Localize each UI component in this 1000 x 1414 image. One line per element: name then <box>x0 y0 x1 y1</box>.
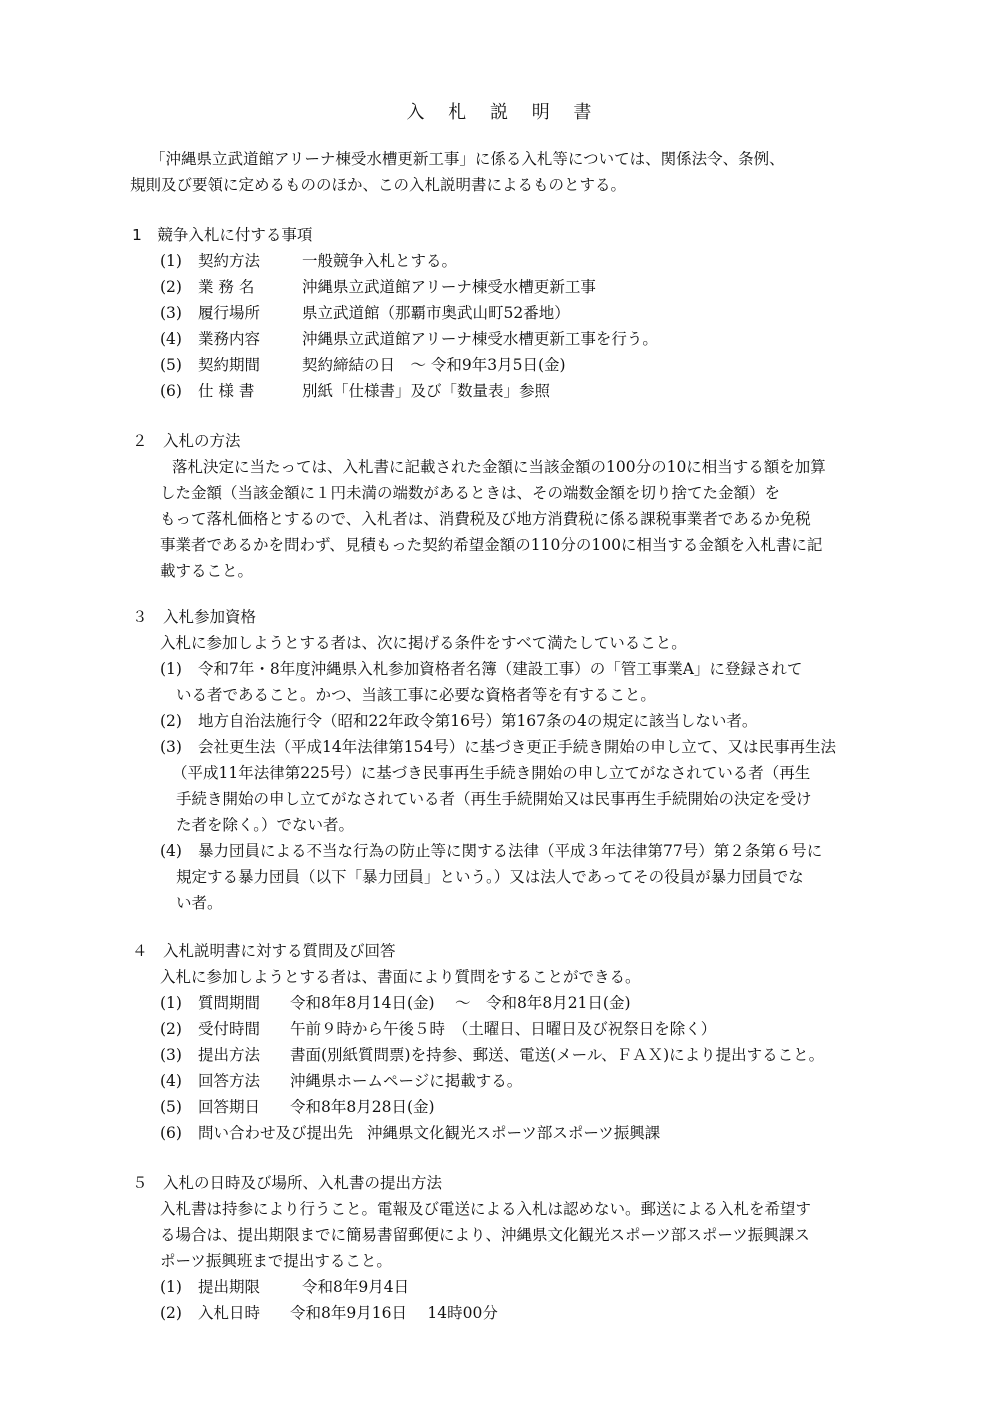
s3-item-3-line-3: 手続き開始の申し立てがなされている者（再生手続開始又は民事再生手続開始の決定を受け <box>176 790 812 808</box>
s1-item-6-num: (6) <box>160 382 182 400</box>
s1-item-6-value: 別紙「仕様書」及び「数量表」参照 <box>302 382 551 400</box>
s4-item-3-label: 提出方法 <box>198 1046 261 1064</box>
s3-item-3-num: (3) <box>160 738 182 756</box>
s5-item-1-value: 令和8年9月4日 <box>302 1278 410 1296</box>
s2-line-1: 落札決定に当たっては、入札書に記載された金額に当該金額の100分の10に相当する額を加算 <box>172 458 826 476</box>
s1-item-4-num: (4) <box>160 330 182 348</box>
section-3-heading: ３ 入札参加資格 <box>132 608 257 626</box>
s4-item-1-num: (1) <box>160 994 182 1012</box>
s5-item-2 <box>160 1300 498 1326</box>
s5-item-2-label: 入札日時 <box>198 1304 261 1322</box>
s3-item-1-num: (1) <box>160 660 182 678</box>
intro-line-2: 規則及び要領に定めるもののほか、この入札説明書によるものとする。 <box>130 176 627 194</box>
s3-item-3-line-2: （平成11年法律第225号）に基づき民事再生手続き開始の申し立てがなされている者（再生 <box>172 764 811 782</box>
s5-item-1-label: 提出期限 <box>198 1278 261 1296</box>
s4-item-2-label: 受付時間 <box>198 1020 261 1038</box>
s4-item-3-num: (3) <box>160 1046 182 1064</box>
s1-item-2-label: 業 務 名 <box>198 278 255 296</box>
s2-line-4: 事業者であるかを問わず、見積もった契約希望金額の110分の100に相当する金額を入札書に記 <box>160 536 823 554</box>
s4-item-1-value: 令和8年8月14日(金) ～ 令和8年8月21日(金) <box>290 994 631 1012</box>
s1-item-5-value: 契約締結の日 ～ 令和9年3月5日(金) <box>302 356 566 374</box>
s4-item-6-value: 沖縄県文化観光スポーツ部スポーツ振興課 <box>367 1124 661 1142</box>
s4-item-6-label: 問い合わせ及び提出先 <box>198 1124 354 1142</box>
s4-item-4-value: 沖縄県ホームページに掲載する。 <box>290 1072 523 1090</box>
s1-item-1-num: (1) <box>160 252 182 270</box>
s1-item-5-num: (5) <box>160 356 182 374</box>
s1-item-2-value: 沖縄県立武道館アリーナ棟受水槽更新工事 <box>302 278 596 296</box>
s1-item-3-value: 県立武道館（那覇市奥武山町52番地） <box>302 304 570 322</box>
s5-line-1: 入札書は持参により行うこと。電報及び電送による入札は認めない。郵送による入札を希望す <box>160 1200 812 1218</box>
s4-item-4-label: 回答方法 <box>198 1072 261 1090</box>
intro-line-1: 「沖縄県立武道館アリーナ棟受水槽更新工事」に係る入札等については、関係法令、条例、 <box>150 150 785 168</box>
s1-item-4-value: 沖縄県立武道館アリーナ棟受水槽更新工事を行う。 <box>302 330 658 348</box>
s1-item-4 <box>160 326 658 352</box>
s4-item-5-num: (5) <box>160 1098 182 1116</box>
s3-item-2 <box>160 708 757 734</box>
s3-item-1-line-1: 令和7年・8年度沖縄県入札参加資格者名簿（建設工事）の「管工事業A」に登録されて <box>198 660 803 678</box>
s3-item-2-line-1: 地方自治法施行令（昭和22年政令第16号）第167条の4の規定に該当しない者。 <box>198 712 758 730</box>
s1-item-2-num: (2) <box>160 278 182 296</box>
s4-item-3-value: 書面(別紙質問票)を持参、郵送、電送(メール、ＦＡＸ)により提出すること。 <box>290 1046 825 1064</box>
s4-item-1 <box>160 990 631 1016</box>
s4-item-2-num: (2) <box>160 1020 182 1038</box>
s1-item-3-num: (3) <box>160 304 182 322</box>
s4-item-4-num: (4) <box>160 1072 182 1090</box>
section-1-heading: 1 競争入札に付する事項 <box>132 226 313 244</box>
s1-item-1 <box>160 248 457 274</box>
s3-item-3 <box>160 734 836 760</box>
s3-item-4-line-2: 規定する暴力団員（以下「暴力団員」という。）又は法人であってその役員が暴力団員でな <box>176 868 804 886</box>
s4-item-5-value: 令和8年8月28日(金) <box>290 1098 435 1116</box>
s3-item-4 <box>160 838 822 864</box>
s3-item-4-num: (4) <box>160 842 182 860</box>
section-5-heading: ５ 入札の日時及び場所、入札書の提出方法 <box>132 1174 443 1192</box>
s2-line-5: 載すること。 <box>160 562 254 580</box>
s3-item-1 <box>160 656 802 682</box>
s3-item-1-line-2: いる者であること。かつ、当該工事に必要な資格者等を有すること。 <box>176 686 656 704</box>
s1-item-3 <box>160 300 570 326</box>
s1-item-1-label: 契約方法 <box>198 252 261 270</box>
s2-line-3: もって落札価格とするので、入札者は、消費税及び地方消費税に係る課税事業者であるか免税 <box>160 510 811 528</box>
s1-item-4-label: 業務内容 <box>198 330 261 348</box>
s3-item-4-line-1: 暴力団員による不当な行為の防止等に関する法律（平成３年法律第77号）第２条第６号に <box>198 842 823 860</box>
s4-item-4 <box>160 1068 522 1094</box>
s4-item-6-num: (6) <box>160 1124 182 1142</box>
s3-item-3-line-4: た者を除く。）でない者。 <box>176 816 354 834</box>
s4-item-3 <box>160 1042 824 1068</box>
s1-item-6-label: 仕 様 書 <box>198 382 255 400</box>
s3-item-4-line-3: い者。 <box>176 894 223 912</box>
s4-item-2 <box>160 1016 716 1042</box>
s4-item-5-label: 回答期日 <box>198 1098 261 1116</box>
s5-line-2: る場合は、提出期限までに簡易書留郵便により、沖縄県文化観光スポーツ部スポーツ振興課ス <box>160 1226 810 1244</box>
s3-item-2-num: (2) <box>160 712 182 730</box>
section-2-heading: ２ 入札の方法 <box>132 432 241 450</box>
s3-lead: 入札に参加しようとする者は、次に掲げる条件をすべて満たしていること。 <box>160 634 687 652</box>
s1-item-1-value: 一般競争入札とする。 <box>302 252 458 270</box>
document-title: 入 札 説 明 書 <box>406 102 594 123</box>
s4-lead: 入札に参加しようとする者は、書面により質問をすることができる。 <box>160 968 641 986</box>
s1-item-2 <box>160 274 596 300</box>
section-4-heading: ４ 入札説明書に対する質問及び回答 <box>132 942 396 960</box>
s4-item-5 <box>160 1094 435 1120</box>
s5-item-1 <box>160 1274 409 1300</box>
s4-item-2-value: 午前９時から午後５時 （土曜日、日曜日及び祝祭日を除く） <box>290 1020 717 1038</box>
s1-item-3-label: 履行場所 <box>198 304 261 322</box>
s4-item-1-label: 質問期間 <box>198 994 261 1012</box>
s5-item-2-value: 令和8年9月16日 14時00分 <box>290 1304 498 1322</box>
s2-line-2: した金額（当該金額に１円未満の端数があるときは、その端数金額を切り捨てた金額）を <box>160 484 781 502</box>
s1-item-5 <box>160 352 566 378</box>
s4-item-6 <box>160 1120 660 1146</box>
s3-item-3-line-1: 会社更生法（平成14年法律第154号）に基づき更正手続き開始の申し立て、又は民事再生法 <box>198 738 837 756</box>
s5-line-3: ポーツ振興班まで提出すること。 <box>160 1252 392 1270</box>
s1-item-6 <box>160 378 550 404</box>
s1-item-5-label: 契約期間 <box>198 356 261 374</box>
s5-item-1-num: (1) <box>160 1278 182 1296</box>
s5-item-2-num: (2) <box>160 1304 182 1322</box>
